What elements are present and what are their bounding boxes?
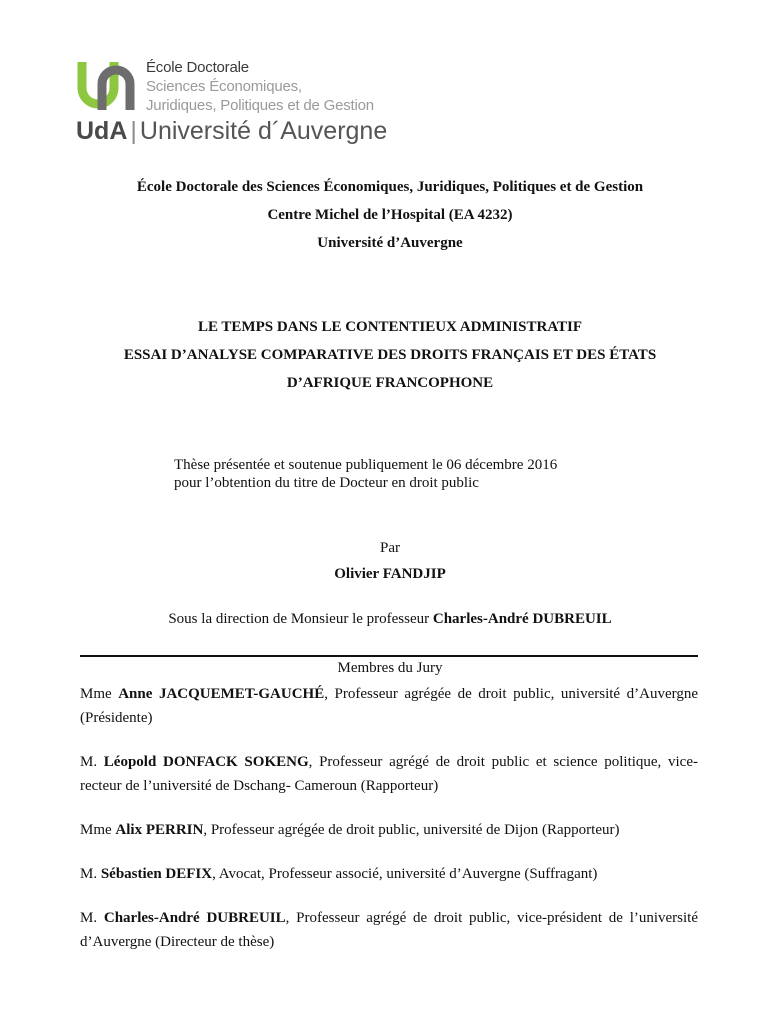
member-civility: Mme xyxy=(80,822,112,838)
jury-member xyxy=(80,750,698,798)
jury-member xyxy=(80,818,698,842)
uda-logo-mark-icon xyxy=(76,58,142,114)
logo-university-name: Université d´Auvergne xyxy=(139,117,388,145)
member-name: Alix PERRIN xyxy=(115,822,204,838)
university-wordmark xyxy=(76,116,387,146)
logo-school-line: Juridiques, Politiques et de Gestion xyxy=(146,97,374,114)
logo-school-line: Sciences Économiques, xyxy=(146,78,302,95)
member-name: Charles-André DUBREUIL xyxy=(103,910,286,926)
doctoral-school-name xyxy=(146,58,374,115)
by-label: Par xyxy=(380,540,400,556)
member-civility: M. xyxy=(80,866,98,882)
member-name: Anne JACQUEMET-GAUCHÉ xyxy=(118,686,325,702)
jury-member xyxy=(80,682,698,730)
thesis-title xyxy=(0,313,780,397)
member-name: Léopold DONFACK SOKENG xyxy=(103,754,309,770)
member-civility: Mme xyxy=(80,686,112,702)
institution-line: Université d’Auvergne xyxy=(317,235,463,251)
jury-title: Membres du Jury xyxy=(337,660,443,676)
institution-line: Centre Michel de l’Hospital (EA 4232) xyxy=(267,207,513,223)
supervisor-name: Charles-André DUBREUIL xyxy=(432,611,612,627)
supervision-line xyxy=(0,611,780,628)
logo-separator: | xyxy=(130,117,137,145)
jury-member xyxy=(80,862,698,886)
institution-block xyxy=(0,173,780,257)
logo-school-line: École Doctorale xyxy=(146,59,249,76)
member-description: , Professeur agrégée de droit public, université de Dijon (Rapporteur) xyxy=(203,822,620,838)
title-line: D’AFRIQUE FRANCOPHONE xyxy=(286,375,494,391)
member-description: , Professeur agrégé de droit public, vice-président de l’université d’Auvergne (Directeur de thèse) xyxy=(80,910,699,950)
member-description: , Professeur agrégé de droit public et science politique, vice-recteur de l’université de Dschang- Cameroun (Rapporteur) xyxy=(80,754,698,794)
thesis-info-line: pour l’obtention du titre de Docteur en droit public xyxy=(174,475,479,491)
supervision-prefix: Sous la direction de Monsieur le professeur xyxy=(168,611,430,627)
logo-acronym: UdA xyxy=(76,117,128,145)
member-civility: M. xyxy=(80,910,98,926)
jury-member xyxy=(80,906,698,954)
thesis-defense-info xyxy=(174,456,557,492)
jury-divider xyxy=(80,655,698,657)
thesis-info-line: Thèse présentée et soutenue publiquement le 06 décembre 2016 xyxy=(174,457,558,473)
university-logo xyxy=(76,58,456,148)
title-line: ESSAI D’ANALYSE COMPARATIVE DES DROITS FRANÇAIS ET DES ÉTATS xyxy=(123,347,657,363)
institution-line: École Doctorale des Sciences Économiques, Juridiques, Politiques et de Gestion xyxy=(136,179,644,195)
member-civility: M. xyxy=(80,754,98,770)
member-description: , Professeur agrégée de droit public, université d’Auvergne (Présidente) xyxy=(80,686,698,726)
jury-list xyxy=(80,682,698,974)
title-line: LE TEMPS DANS LE CONTENTIEUX ADMINISTRATIF xyxy=(197,319,583,335)
member-name: Sébastien DEFIX xyxy=(100,866,213,882)
member-description: , Avocat, Professeur associé, université d’Auvergne (Suffragant) xyxy=(212,866,598,882)
author-name: Olivier FANDJIP xyxy=(334,566,446,582)
